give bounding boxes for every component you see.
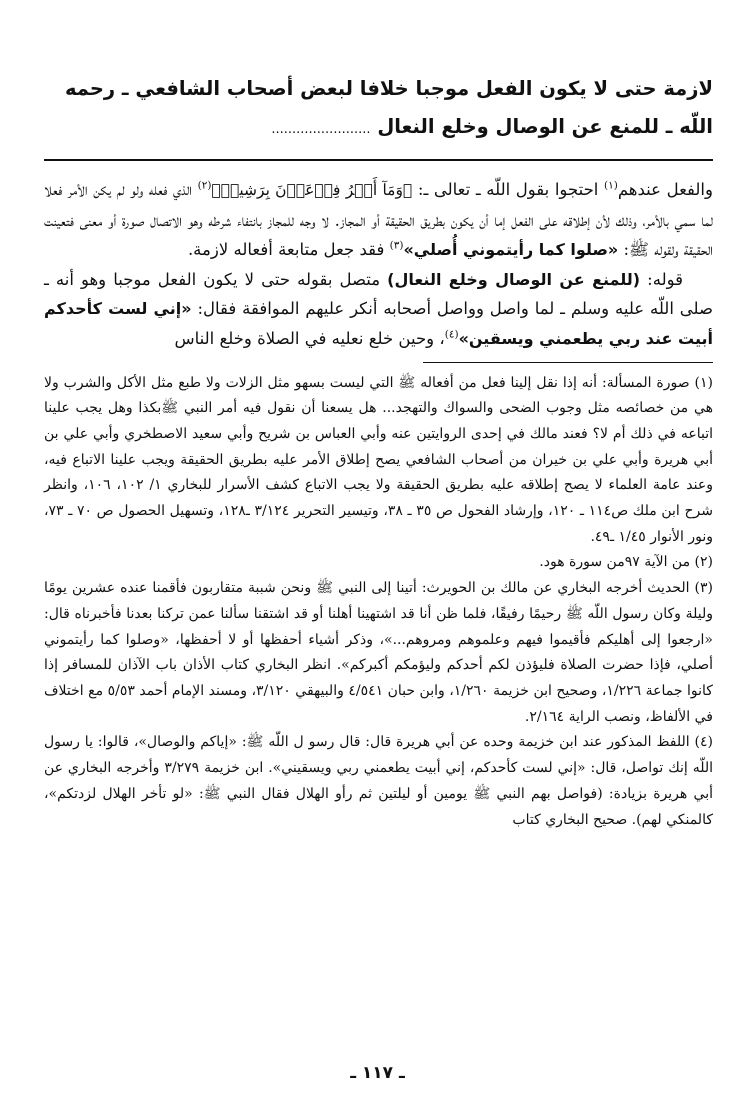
footnote-1: (١) صورة المسألة: أنه إذا نقل إلينا فعل من أفعاله ﷺ التي ليست بسهو مثل الزلات ولا طبع مثل الأكل والشرب ولا هي من خصائصه مثل وجوب الضحى والسواك والتهجد... هل يسعنا أن نقول فيه أمر النبي ﷺبكذا وهل يجب علينا اتباعه في ذلك أم لا؟ فعند مالك في إحدى الروايتين عنه وأبي العباس بن شريح وأبي سعيد الاصطخري وأبي علي بن أبي هريرة وأبي علي بن خيران من أصحاب الشافعي يصح إطلاق الأمر عليه بطريق الحقيقة ويجب علينا الاتباع فيه، وعند عامة العلماء لا يصح إطلاقه عليه بطريق الحقيقة ولا يجب الاتباع كشف الأسرار للبخاري ١/ ١٠٢، ١٠٦، وانظر شرح ابن ملك ص١١٤ ـ ١٢٠، وإرشاد الفحول ص ٣٥ ـ ٣٨، وتيسير التحرير ٣/١٢٤ ـ١٢٨، وتسهيل الحصول ص ٧٠ ـ ٧٣، ونور الأنوار ١/٤٥ ـ٤٩. (44, 374, 713, 545)
footnote-ref-4[interactable]: (٤) (444, 328, 459, 341)
hadith-quote: «إني لست كأحدكم أبيت عند ربي يطعمني ويسقين» (44, 299, 713, 348)
paragraph-text: الذي فعله ولو لم يكن الأمر فعلا لما سمي بالأمر، وذلك لأن إطلاقه على الفعل إما أن يكون بطريق الحقيقة أو المجاز. لا وجه للمجاز بانتفاء شرطه وهو الاتصال صورة أو معنى فتعينت الحقيقة ولقوله ﷺ: (44, 180, 713, 260)
heading-text: لازمة حتى لا يكون الفعل موجبا خلافا لبعض أصحاب الشافعي ـ رحمه اللّه ـ للمنع عن الوصال وخلع النعال (64, 77, 713, 138)
quoted-phrase: (للمنع عن الوصال وخلع النعال) (387, 269, 641, 289)
paragraph-2 (44, 265, 713, 354)
heading-dots: ........................ (271, 122, 371, 137)
paragraph-text: احتجوا بقول اللّه ـ تعالى ـ: (412, 180, 604, 199)
footnote-ref-3[interactable]: (٣) (389, 239, 404, 252)
quran-verse: ﴿وَمَآ أَمۡرُ فِرۡعَوۡنَ بِرَشِيدٖ﴾ (211, 181, 413, 199)
footnote-2: (٢) من الآية ٩٧من سورة هود. (539, 554, 713, 571)
paragraph-text: والفعل عندهم (617, 180, 713, 199)
footnote-separator (423, 362, 713, 363)
main-text (44, 175, 713, 354)
page-number: ـ ١١٧ ـ (350, 1063, 405, 1083)
heading-rule (44, 159, 713, 161)
section-heading (44, 70, 713, 149)
paragraph-1 (44, 175, 713, 265)
paragraph-text: ، وحين خلع نعليه في الصلاة وخلع الناس (174, 328, 445, 348)
footnote-3: (٣) الحديث أخرجه البخاري عن مالك بن الحويرث: أتينا إلى النبي ﷺ ونحن شببة متقاربون فأقمنا عنده عشرين يومًا وليلة وكان رسول اللّه ﷺ رحيمًا رفيقًا، فلما ظن أنا قد اشتهينا أهلنا أو قد اشتقنا سألنا عمن تركنا بعدنا فأخبرناه قال: «ارجعوا إلى أهليكم فأقيموا فيهم وعلموهم ومروهم...»، وذكر أشياء أحفظها أو لا أحفظها، «وصلوا كما رأيتموني أصلي، فإذا حضرت الصلاة فليؤذن لكم أحدكم وليؤمكم أكبركم». انظر البخاري كتاب الأذان باب الآذان للمسافر إذا كانوا جماعة ١/٢٢٦، وصحيح ابن خزيمة ١/٢٦٠، وابن حبان ٤/٥٤١ والبيهقي ٣/١٢٠، ومسند الإمام أحمد ٥/٥٣ مع اختلاف في الألفاظ، ونصب الراية ٢/١٦٤. (44, 580, 713, 725)
hadith-quote: «صلوا كما رأيتموني أُصلي» (403, 240, 619, 260)
footnote-ref-1[interactable]: (١) (603, 179, 618, 192)
footnote-4: (٤) اللفظ المذكور عند ابن خزيمة وحده عن أبي هريرة قال: قال رسو ل اللّه ﷺ: «إياكم والوصال»، قالوا: يا رسول اللّه إنك تواصل، قال: «إني لست كأحدكم، إني أبيت يطعمني ربي ويسقيني». ابن خزيمة ٣/٢٧٩ وأخرجه البخاري عن أبي هريرة بزيادة: (فواصل بهم النبي ﷺ يومين أو ليلتين ثم رأو الهلال فقال النبي ﷺ: «لو تأخر الهلال لزدتكم»، كالمنكي لهم). صحيح البخاري كتاب (44, 734, 714, 828)
footnotes (44, 371, 713, 834)
paragraph-text: متصل بقوله حتى لا يكون الفعل موجبا وهو أنه ـ صلى اللّه عليه وسلم ـ لما واصل وواصل أصحابه أنكر عليهم الموافقة فقال: (44, 269, 713, 319)
footnote-ref-2[interactable]: (٢) (197, 179, 212, 192)
paragraph-text: قوله: (640, 269, 684, 289)
paragraph-text: فقد جعل متابعة أفعاله لازمة. (187, 240, 390, 260)
